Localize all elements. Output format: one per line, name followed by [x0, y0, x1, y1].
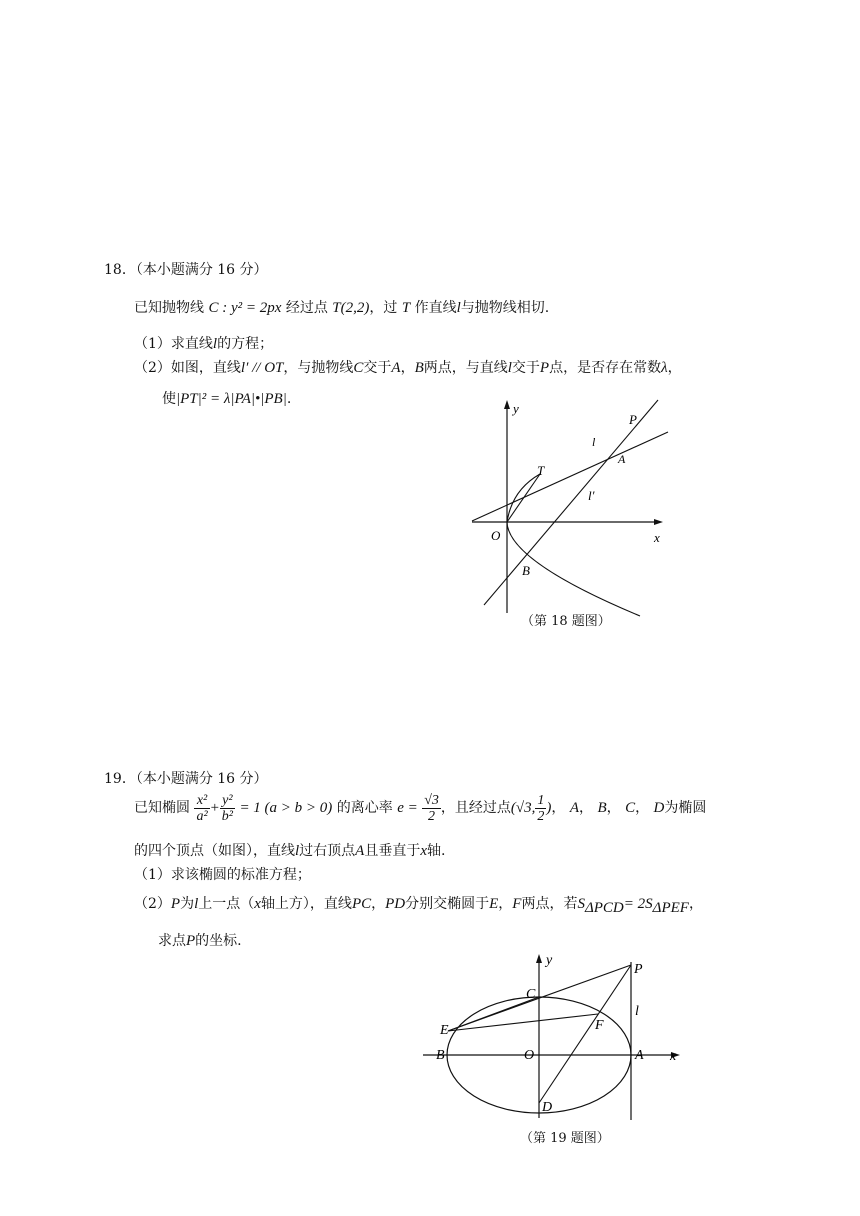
q18-tangent-line — [472, 432, 668, 521]
q19-ellipse-cond: = 1 (a > b > 0) — [239, 800, 333, 816]
q19-text: 求点 — [158, 933, 186, 949]
q19-var: S — [577, 896, 585, 912]
q19-frac-half — [535, 793, 546, 824]
q18-label-t: T — [537, 463, 545, 478]
q19-label-x: x — [670, 1049, 677, 1064]
q18-text: 已知抛物线 — [134, 300, 204, 316]
q19-text: ， — [635, 800, 650, 816]
q18-statement — [134, 297, 549, 317]
q18-text: 经过点 — [285, 300, 328, 316]
q19-number: 19． — [104, 771, 136, 787]
q19-line2 — [134, 840, 445, 860]
q19-text: 的坐标. — [195, 933, 242, 949]
q19-text: 轴. — [427, 843, 446, 859]
q19-text: 过右顶点 — [299, 843, 356, 859]
q18-number: 18． — [104, 262, 136, 278]
q19-var: E — [489, 896, 499, 912]
q19-var: B — [597, 800, 607, 816]
q19-part1: （1）求该椭圆的标准方程； — [134, 867, 311, 883]
q19-var: x — [254, 896, 261, 912]
q19-point: (√3, — [510, 800, 536, 816]
q18-label-o: O — [491, 528, 501, 543]
q18-text: ， — [667, 360, 682, 376]
q19-text: ， — [688, 896, 703, 912]
frac-den: b² — [221, 808, 233, 824]
q19-label-p: P — [634, 962, 643, 977]
q18-var: B — [414, 360, 424, 376]
q19-var: x — [420, 843, 428, 859]
q19-header — [104, 768, 268, 788]
q19-text: 分别交椭圆于 — [405, 896, 490, 912]
q18-text: . — [286, 391, 292, 407]
q19-sub: ΔPEF — [652, 899, 689, 916]
q18-header — [104, 259, 268, 279]
q18-part1 — [134, 333, 273, 353]
q18-var: T — [401, 300, 411, 316]
q18-x-arrow — [654, 519, 663, 525]
q18-parabola — [507, 474, 640, 616]
q19-label-a: A — [635, 1048, 644, 1063]
q18-text: 作直线 — [414, 300, 457, 316]
q19-text: ， — [578, 800, 593, 816]
q19-text: 为 — [180, 896, 195, 912]
frac-den: 2 — [537, 808, 545, 824]
frac-den: a² — [196, 808, 208, 824]
q19-figure — [420, 948, 690, 1120]
q19-caption: （第 19 题图） — [520, 1131, 610, 1146]
q19-var: A — [355, 843, 365, 859]
q18-text: 交于 — [363, 360, 392, 376]
q18-text: 使 — [162, 391, 176, 407]
q19-frac-ecc — [422, 793, 441, 824]
q18-caption: （第 18 题图） — [521, 614, 611, 629]
frac-num: y² — [220, 793, 235, 809]
q18-label-b: B — [522, 563, 530, 578]
q19-frac-x2a2 — [194, 793, 209, 824]
q19-label-y: y — [546, 953, 553, 968]
frac-num: 1 — [537, 792, 545, 808]
frac-num: x² — [194, 793, 209, 809]
q19-text: 轴上方），直线 — [260, 896, 352, 912]
q18-part2-cont — [162, 388, 291, 408]
q18-condition-eq: |PT|² = λ|PA|•|PB| — [176, 391, 287, 407]
q19-var: PC — [351, 896, 372, 912]
q18-var: C — [353, 360, 364, 376]
q19-line-pd — [539, 965, 631, 1103]
q19-var: PD — [385, 896, 406, 912]
q18-var: l — [212, 336, 218, 352]
q18-var: A — [391, 360, 401, 376]
q18-figure — [460, 395, 680, 630]
q18-parabola-eq: C : y² = 2px — [208, 300, 282, 316]
q19-text: 上一点（ — [198, 896, 255, 912]
q19-var: = 2S — [623, 896, 653, 912]
q18-label-p: P — [629, 412, 637, 427]
q19-part2-cont — [158, 930, 242, 950]
q18-point-t: T(2,2) — [332, 300, 370, 316]
q18-line-lprime — [484, 400, 658, 605]
q19-text: ， — [606, 800, 621, 816]
q18-text: 两点，与直线 — [423, 360, 508, 376]
q18-label-l: l — [592, 435, 596, 449]
q19-var: A — [569, 800, 579, 816]
q19-text: （2） — [134, 896, 171, 912]
q18-label-x: x — [654, 530, 660, 545]
q19-text: ，且经过点 — [440, 800, 511, 816]
q18-text: 交于 — [511, 360, 540, 376]
q18-segment-ot — [507, 474, 540, 522]
frac-den: 2 — [428, 808, 436, 824]
q18-var: P — [539, 360, 550, 376]
q19-text: 的四个顶点（如图），直线 — [134, 843, 295, 859]
q18-line-lprime: l′ // OT — [240, 360, 284, 376]
q19-text: 已知椭圆 — [134, 800, 190, 816]
q18-text: ， — [400, 360, 415, 376]
q19-text: 两点，若 — [521, 896, 578, 912]
q19-label-e: E — [440, 1023, 449, 1038]
q19-text: ， — [551, 800, 566, 816]
q18-text: ，过 — [369, 300, 398, 316]
q19-var: F — [512, 896, 522, 912]
q18-var: l — [456, 300, 461, 316]
q18-text: ，与抛物线 — [283, 360, 354, 376]
q19-label-d: D — [542, 1100, 553, 1115]
q19-text: 且垂直于 — [364, 843, 421, 859]
q19-op: + — [209, 800, 220, 816]
q18-text: 与抛物线相切. — [460, 300, 550, 316]
q19-y-arrow — [536, 954, 542, 963]
q19-var: l — [295, 843, 300, 859]
q18-score: （本小题满分 16 分） — [135, 262, 268, 278]
q19-sub: ΔPCD — [584, 899, 624, 916]
q19-label-l: l — [635, 1004, 639, 1019]
q19-text: 的离心率 — [336, 800, 393, 816]
q19-label-c: C — [526, 987, 536, 1002]
q18-label-a: A — [618, 452, 626, 466]
q19-text: ， — [371, 896, 386, 912]
q18-text: 点，是否存在常数 — [549, 360, 662, 376]
q19-var: l — [194, 896, 199, 912]
q18-var: l — [507, 360, 512, 376]
q19-var: D — [653, 800, 665, 816]
q18-var: λ — [661, 360, 668, 376]
q19-label-b: B — [436, 1048, 445, 1063]
q19-var: e = — [397, 800, 418, 816]
q18-label-y: y — [513, 401, 519, 416]
q19-statement — [134, 790, 706, 826]
q19-score: （本小题满分 16 分） — [135, 771, 268, 787]
frac-num: √3 — [424, 792, 439, 808]
q19-point: ) — [546, 800, 552, 816]
q19-var: P — [170, 896, 181, 912]
q18-part2 — [134, 357, 682, 377]
q19-part2 — [134, 893, 703, 917]
q19-text: ， — [498, 896, 513, 912]
q19-label-o: O — [524, 1048, 535, 1063]
q18-label-lprime: l′ — [588, 488, 595, 503]
q18-y-arrow — [504, 400, 510, 409]
q19-var: C — [625, 800, 636, 816]
q19-label-f: F — [595, 1018, 604, 1033]
q19-frac-y2b2 — [220, 793, 235, 824]
q18-text: （1）求直线 — [134, 336, 213, 352]
q18-text: 的方程； — [217, 336, 274, 352]
q19-var: P — [186, 933, 196, 949]
q18-text: （2）如图，直线 — [134, 360, 241, 376]
q19-text: 为椭圆 — [664, 800, 707, 816]
